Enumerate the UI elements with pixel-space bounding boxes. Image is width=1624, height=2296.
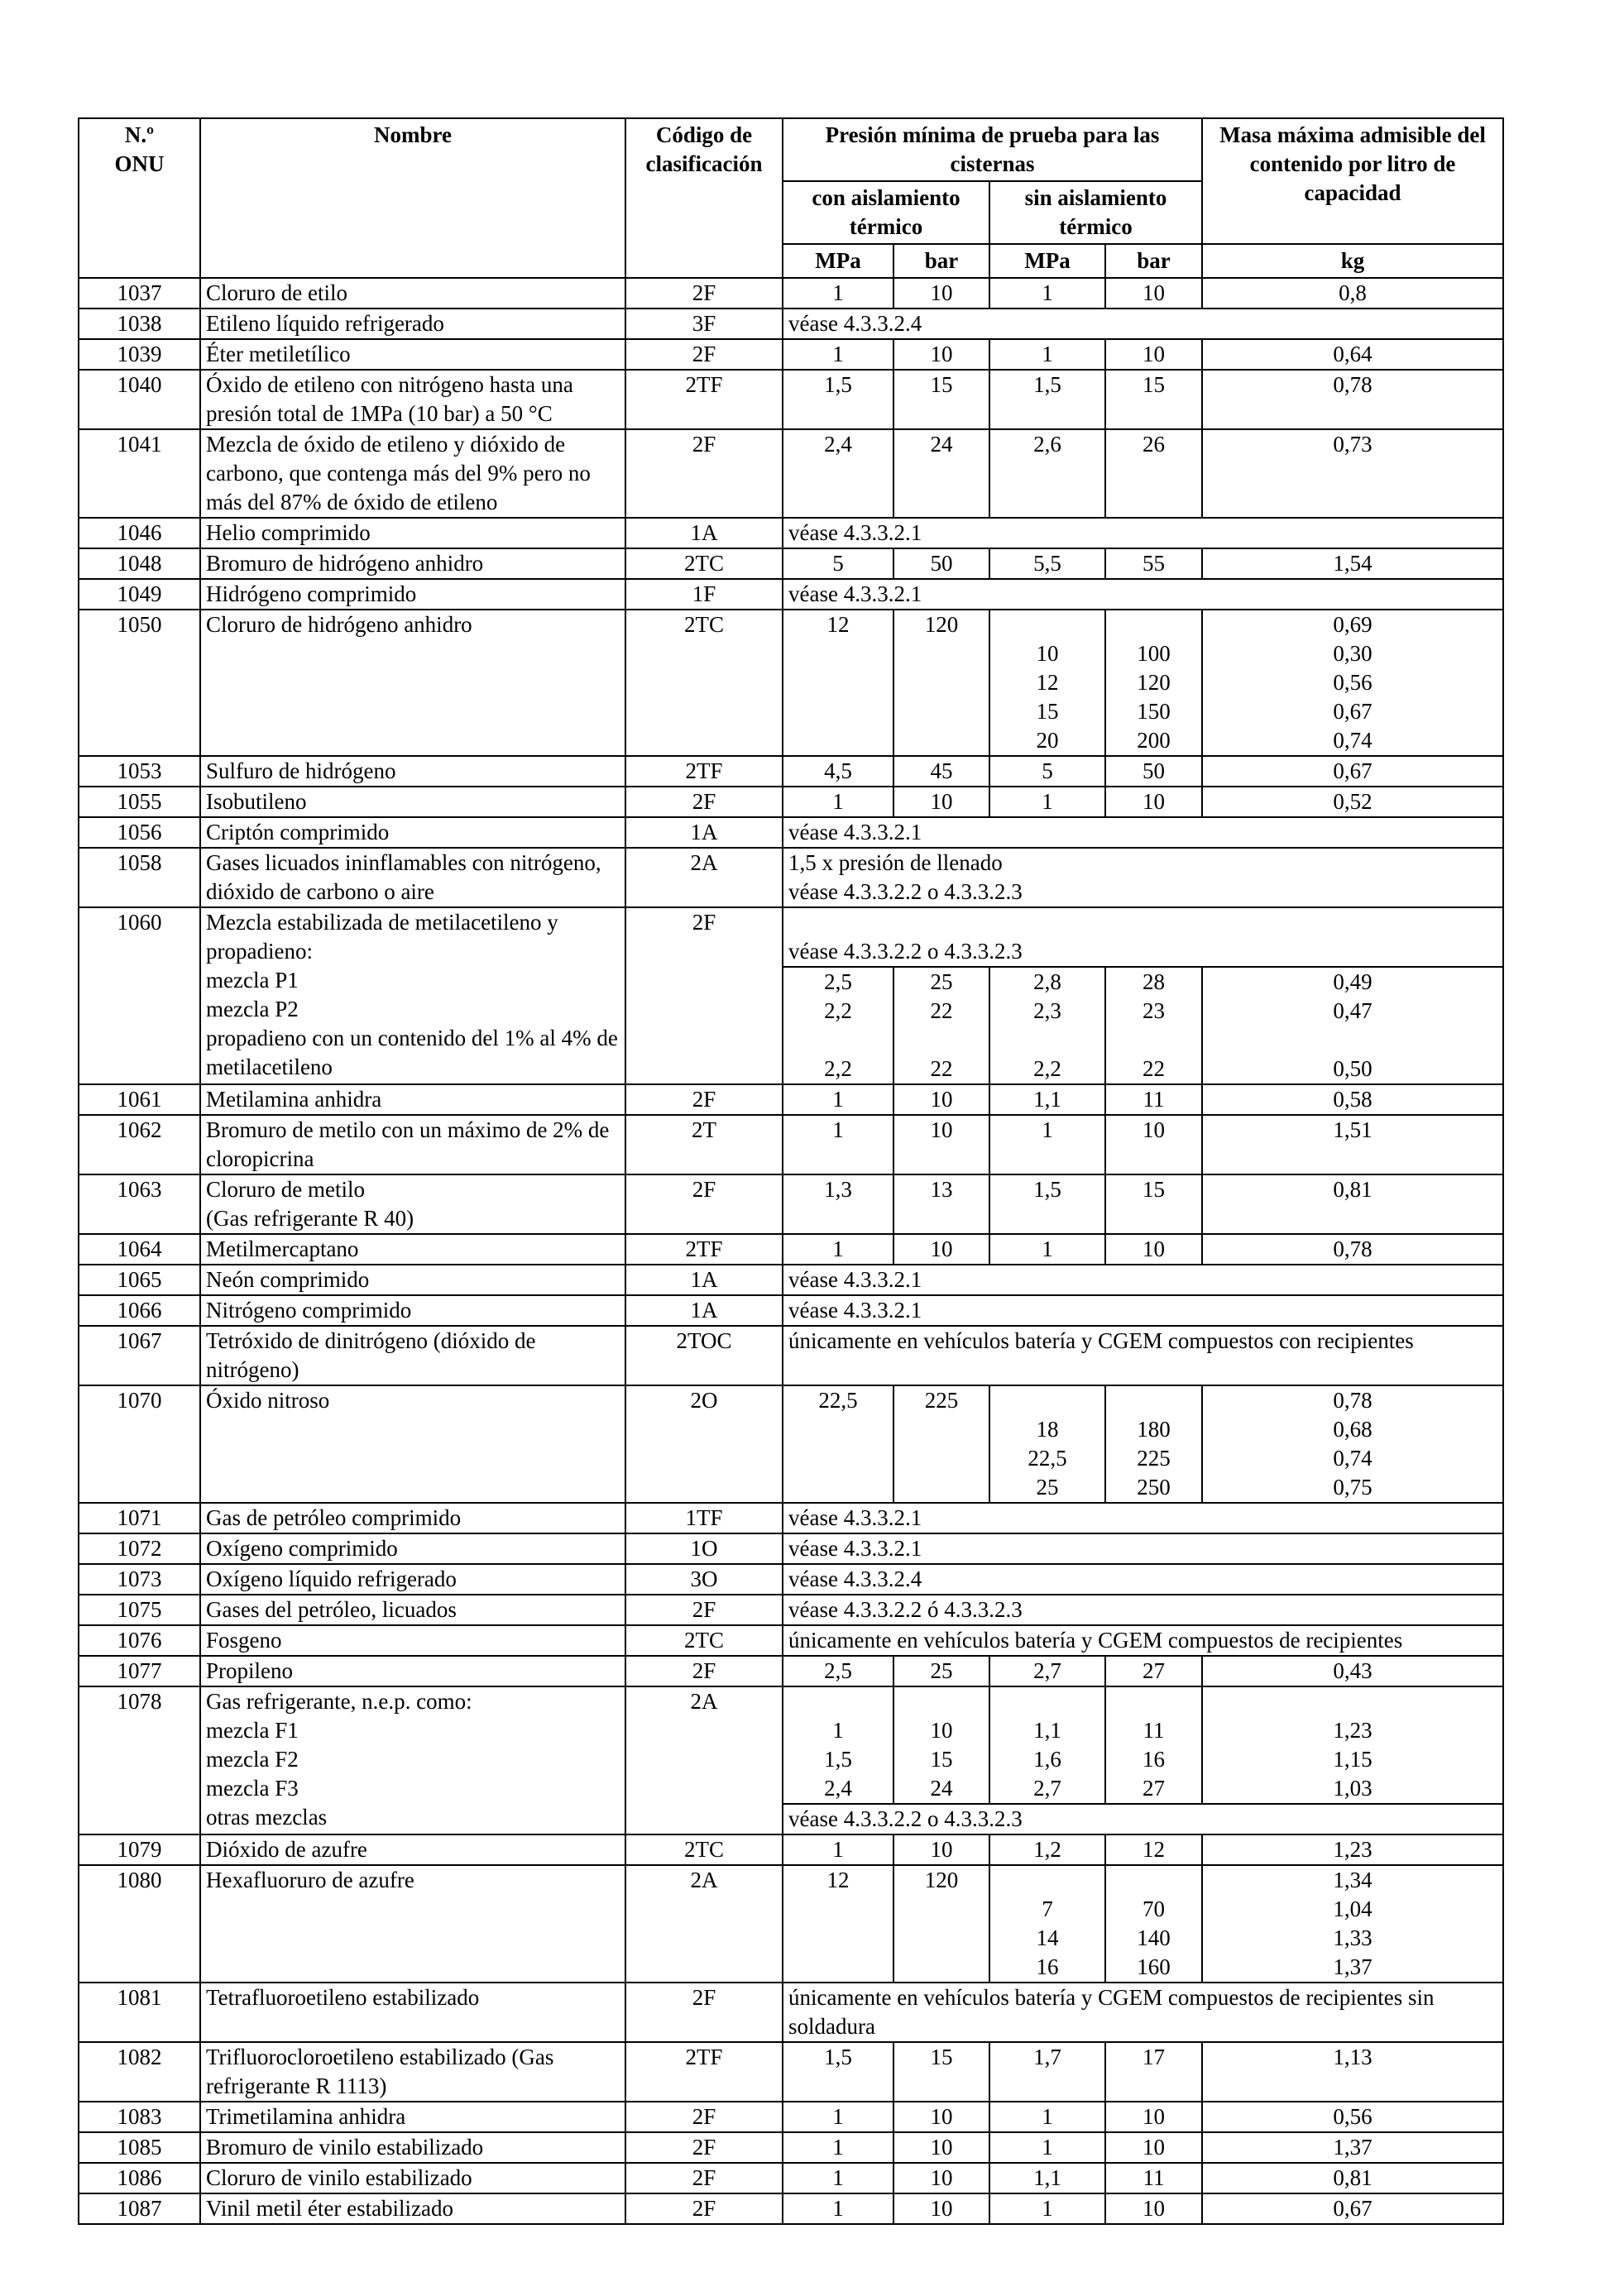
cell-sin-bar: 10: [1105, 2132, 1202, 2163]
cell-onu: 1078: [79, 1686, 200, 1834]
cell-con-mpa: 1: [783, 787, 893, 817]
cell-sin-mpa: 1: [989, 2132, 1105, 2163]
cell-con-mpa: 22,5: [783, 1385, 893, 1503]
table-row: [79, 1326, 1503, 1385]
cell-onu: 1048: [79, 548, 200, 579]
cell-con-mpa: 1,3: [783, 1174, 893, 1234]
cell-con-bar: 25: [893, 1656, 989, 1686]
cell-onu: 1083: [79, 2102, 200, 2132]
cell-span-note: véase 4.3.3.2.1: [783, 817, 1503, 848]
header-unit-bar-con: bar: [893, 244, 989, 278]
cell-kg: 0,56: [1202, 2102, 1503, 2132]
cell-onu: 1076: [79, 1625, 200, 1656]
cell-codigo: 2TC: [625, 548, 783, 579]
cell-kg: 0,49 0,47 0,50: [1202, 967, 1503, 1084]
table-row: [79, 278, 1503, 309]
cell-sin-bar: 100 120 150 200: [1105, 610, 1202, 756]
table-row: [79, 1385, 1503, 1503]
cell-con-bar: 10: [893, 1234, 989, 1265]
cell-nombre: Tetróxido de dinitrógeno (dióxido de nitrógeno): [200, 1326, 625, 1385]
table-row: [79, 756, 1503, 787]
cell-codigo: 1A: [625, 1265, 783, 1295]
cell-onu: 1061: [79, 1084, 200, 1115]
table-row: [79, 518, 1503, 548]
table-row: [79, 1174, 1503, 1234]
cell-span-note: véase 4.3.3.2.1: [783, 1265, 1503, 1295]
cell-con-mpa: 2,5: [783, 1656, 893, 1686]
cell-span-note: únicamente en vehículos batería y CGEM compuestos de recipientes sin soldadura: [783, 1983, 1503, 2042]
cell-sin-mpa: 1,1: [989, 2163, 1105, 2193]
cell-con-mpa: 1: [783, 2163, 893, 2193]
table-row: [79, 1295, 1503, 1326]
cell-nombre: Óxido de etileno con nitrógeno hasta una presión total de 1MPa (10 bar) a 50 °C: [200, 370, 625, 429]
cell-sin-mpa: 1,5: [989, 370, 1105, 429]
cell-sin-bar: 50: [1105, 756, 1202, 787]
cell-con-bar: 10: [893, 1084, 989, 1115]
cell-con-bar: 10: [893, 787, 989, 817]
cell-onu: 1085: [79, 2132, 200, 2163]
table-row: [79, 1503, 1503, 1533]
cell-codigo: 2A: [625, 848, 783, 907]
cell-kg: 0,81: [1202, 2163, 1503, 2193]
table-row: [79, 1234, 1503, 1265]
cell-con-bar: 10: [893, 2102, 989, 2132]
cell-sin-mpa: 1: [989, 2193, 1105, 2224]
cell-codigo: 2F: [625, 2163, 783, 2193]
cell-sin-bar: 180 225 250: [1105, 1385, 1202, 1503]
cell-codigo: 1A: [625, 518, 783, 548]
header-masa: Masa máxima admisible del contenido por litro de capacidad: [1202, 118, 1503, 244]
cell-con-bar: 120: [893, 1865, 989, 1983]
cell-codigo: 3F: [625, 309, 783, 339]
cell-codigo: 2TF: [625, 1234, 783, 1265]
cell-sin-bar: 10: [1105, 1234, 1202, 1265]
cell-nombre: Bromuro de hidrógeno anhidro: [200, 548, 625, 579]
cell-sin-bar: 10: [1105, 2102, 1202, 2132]
table-row: [79, 370, 1503, 429]
cell-con-bar: 50: [893, 548, 989, 579]
cell-kg: 0,78 0,68 0,74 0,75: [1202, 1385, 1503, 1503]
cell-sin-bar: 26: [1105, 429, 1202, 518]
table-row: [79, 1983, 1503, 2042]
cell-onu: 1075: [79, 1595, 200, 1625]
table-row: [79, 1686, 1503, 1804]
cell-nombre: Metilmercaptano: [200, 1234, 625, 1265]
cell-con-mpa: 5: [783, 548, 893, 579]
cell-codigo: 2F: [625, 339, 783, 370]
cell-sin-mpa: 1,1: [989, 1084, 1105, 1115]
header-con-aislamiento: con aislamiento térmico: [783, 181, 989, 244]
cell-kg: 0,67: [1202, 2193, 1503, 2224]
cell-onu: 1062: [79, 1115, 200, 1174]
cell-onu: 1071: [79, 1503, 200, 1533]
cell-con-mpa: 1 1,5 2,4: [783, 1686, 893, 1804]
cell-con-mpa: 1: [783, 339, 893, 370]
cell-con-bar: 10: [893, 1115, 989, 1174]
cell-codigo: 2T: [625, 1115, 783, 1174]
cell-sin-bar: 55: [1105, 548, 1202, 579]
cell-span-note: véase 4.3.3.2.1: [783, 579, 1503, 610]
cell-codigo: 1A: [625, 817, 783, 848]
cell-kg: 0,81: [1202, 1174, 1503, 1234]
cell-sin-mpa: 1: [989, 2102, 1105, 2132]
cell-onu: 1041: [79, 429, 200, 518]
cell-nombre: Metilamina anhidra: [200, 1084, 625, 1115]
cell-onu: 1056: [79, 817, 200, 848]
cell-kg: 0,43: [1202, 1656, 1503, 1686]
cell-con-mpa: 1,5: [783, 2042, 893, 2102]
cell-kg: 0,64: [1202, 339, 1503, 370]
table-row: [79, 907, 1503, 967]
cell-nombre: Hexafluoruro de azufre: [200, 1865, 625, 1983]
cell-span-note: únicamente en vehículos batería y CGEM compuestos con recipientes: [783, 1326, 1503, 1385]
cell-sin-mpa: 2,7: [989, 1656, 1105, 1686]
cell-codigo: 1TF: [625, 1503, 783, 1533]
cell-nombre: Nitrógeno comprimido: [200, 1295, 625, 1326]
cell-codigo: 1O: [625, 1533, 783, 1564]
cell-con-bar: 15: [893, 370, 989, 429]
cell-con-bar: 45: [893, 756, 989, 787]
table-row: [79, 1595, 1503, 1625]
cell-onu: 1067: [79, 1326, 200, 1385]
cell-onu: 1072: [79, 1533, 200, 1564]
cell-nombre: Trifluorocloroetileno estabilizado (Gas refrigerante R 1113): [200, 2042, 625, 2102]
cell-onu: 1063: [79, 1174, 200, 1234]
table-row: [79, 2163, 1503, 2193]
cell-con-bar: 15: [893, 2042, 989, 2102]
cell-codigo: 2F: [625, 2132, 783, 2163]
cell-onu: 1081: [79, 1983, 200, 2042]
cell-codigo: 2TC: [625, 610, 783, 756]
table-header: [79, 118, 1503, 278]
cell-kg: 0,78: [1202, 370, 1503, 429]
cell-onu: 1087: [79, 2193, 200, 2224]
cell-codigo: 2F: [625, 1174, 783, 1234]
cell-kg: 1,23: [1202, 1834, 1503, 1865]
cell-con-bar: 225: [893, 1385, 989, 1503]
cell-sin-mpa: 5,5: [989, 548, 1105, 579]
cell-nombre: Oxígeno comprimido: [200, 1533, 625, 1564]
table-row: [79, 1115, 1503, 1174]
cell-codigo: 2A: [625, 1865, 783, 1983]
gas-tank-table: [78, 117, 1504, 2225]
cell-nombre: Propileno: [200, 1656, 625, 1686]
table-row: [79, 848, 1503, 907]
cell-con-bar: 25 22 22: [893, 967, 989, 1084]
cell-kg: 0,8: [1202, 278, 1503, 309]
cell-nombre: Cloruro de etilo: [200, 278, 625, 309]
table-row: [79, 1084, 1503, 1115]
cell-codigo: 2F: [625, 1656, 783, 1686]
cell-span-note: véase 4.3.3.2.1: [783, 518, 1503, 548]
cell-span-note: véase 4.3.3.2.2 ó 4.3.3.2.3: [783, 1595, 1503, 1625]
cell-nombre: Helio comprimido: [200, 518, 625, 548]
cell-sin-bar: 10: [1105, 1115, 1202, 1174]
cell-nombre: Mezcla de óxido de etileno y dióxido de carbono, que contenga más del 9% pero no más del 87% de óxido de etileno: [200, 429, 625, 518]
cell-sin-mpa: 1: [989, 1234, 1105, 1265]
cell-codigo: 2TOC: [625, 1326, 783, 1385]
cell-sin-bar: 15: [1105, 370, 1202, 429]
cell-span-note: véase 4.3.3.2.4: [783, 309, 1503, 339]
cell-sin-bar: 17: [1105, 2042, 1202, 2102]
cell-sin-bar: 10: [1105, 2193, 1202, 2224]
cell-kg: 0,52: [1202, 787, 1503, 817]
cell-codigo: 2F: [625, 1983, 783, 2042]
cell-onu: 1080: [79, 1865, 200, 1983]
cell-codigo: 2F: [625, 429, 783, 518]
cell-nombre: Gases licuados ininflamables con nitrógeno, dióxido de carbono o aire: [200, 848, 625, 907]
cell-sin-mpa: 1,5: [989, 1174, 1105, 1234]
cell-con-bar: 10 15 24: [893, 1686, 989, 1804]
cell-sin-bar: 27: [1105, 1656, 1202, 1686]
header-unit-bar-sin: bar: [1105, 244, 1202, 278]
table-row: [79, 1564, 1503, 1595]
cell-span-note: véase 4.3.3.2.4: [783, 1564, 1503, 1595]
cell-nombre: Fosgeno: [200, 1625, 625, 1656]
cell-sin-mpa: 1,2: [989, 1834, 1105, 1865]
cell-nombre: Etileno líquido refrigerado: [200, 309, 625, 339]
cell-nombre: Criptón comprimido: [200, 817, 625, 848]
cell-sin-mpa: 5: [989, 756, 1105, 787]
cell-onu: 1079: [79, 1834, 200, 1865]
cell-codigo: 2F: [625, 907, 783, 1084]
table-row: [79, 817, 1503, 848]
cell-sin-bar: 10: [1105, 787, 1202, 817]
cell-onu: 1053: [79, 756, 200, 787]
cell-span-note: véase 4.3.3.2.1: [783, 1503, 1503, 1533]
cell-nombre: Trimetilamina anhidra: [200, 2102, 625, 2132]
table-row: [79, 1656, 1503, 1686]
cell-con-bar: 10: [893, 2193, 989, 2224]
cell-nombre: Sulfuro de hidrógeno: [200, 756, 625, 787]
cell-onu: 1046: [79, 518, 200, 548]
header-presion: Presión mínima de prueba para las cisternas: [783, 118, 1202, 181]
cell-onu: 1077: [79, 1656, 200, 1686]
cell-onu: 1060: [79, 907, 200, 1084]
cell-codigo: 2TF: [625, 370, 783, 429]
cell-con-mpa: 1: [783, 1115, 893, 1174]
table-row: [79, 2193, 1503, 2224]
cell-con-mpa: 1: [783, 1084, 893, 1115]
cell-sin-mpa: 1,1 1,6 2,7: [989, 1686, 1105, 1804]
cell-con-bar: 24: [893, 429, 989, 518]
header-unit-mpa-con: MPa: [783, 244, 893, 278]
cell-nombre: Cloruro de metilo (Gas refrigerante R 40): [200, 1174, 625, 1234]
header-onu: N.º ONU: [79, 118, 200, 278]
table-row: [79, 1265, 1503, 1295]
cell-kg: 0,67: [1202, 756, 1503, 787]
cell-sin-mpa: 1,7: [989, 2042, 1105, 2102]
table-body: [79, 278, 1503, 2224]
cell-codigo: 2TC: [625, 1834, 783, 1865]
cell-con-mpa: 1: [783, 2132, 893, 2163]
cell-sin-bar: 28 23 22: [1105, 967, 1202, 1084]
cell-sin-bar: 10: [1105, 278, 1202, 309]
cell-con-mpa: 1: [783, 1234, 893, 1265]
table-row: [79, 2132, 1503, 2163]
cell-sin-mpa: 7 14 16: [989, 1865, 1105, 1983]
cell-con-bar: 10: [893, 2132, 989, 2163]
cell-sin-bar: 15: [1105, 1174, 1202, 1234]
cell-span-note: véase 4.3.3.2.1: [783, 1295, 1503, 1326]
cell-con-bar: 10: [893, 1834, 989, 1865]
cell-onu: 1065: [79, 1265, 200, 1295]
cell-sin-mpa: 2,8 2,3 2,2: [989, 967, 1105, 1084]
cell-span-note: véase 4.3.3.2.2 o 4.3.3.2.3: [783, 907, 1503, 967]
cell-codigo: 2O: [625, 1385, 783, 1503]
cell-onu: 1055: [79, 787, 200, 817]
cell-span-note: véase 4.3.3.2.2 o 4.3.3.2.3: [783, 1804, 1503, 1834]
cell-kg: 1,13: [1202, 2042, 1503, 2102]
header-unit-kg: kg: [1202, 244, 1503, 278]
table-row: [79, 1865, 1503, 1983]
table-row: [79, 339, 1503, 370]
cell-kg: 0,73: [1202, 429, 1503, 518]
header-sin-aislamiento: sin aislamiento térmico: [989, 181, 1202, 244]
table-row: [79, 2042, 1503, 2102]
cell-span-note: 1,5 x presión de llenado véase 4.3.3.2.2 o 4.3.3.2.3: [783, 848, 1503, 907]
cell-span-note: véase 4.3.3.2.1: [783, 1533, 1503, 1564]
cell-sin-bar: 70 140 160: [1105, 1865, 1202, 1983]
cell-onu: 1037: [79, 278, 200, 309]
cell-kg: 0,69 0,30 0,56 0,67 0,74: [1202, 610, 1503, 756]
cell-nombre: Cloruro de hidrógeno anhidro: [200, 610, 625, 756]
cell-codigo: 2F: [625, 278, 783, 309]
table-row: [79, 429, 1503, 518]
cell-sin-bar: 11: [1105, 1084, 1202, 1115]
cell-onu: 1066: [79, 1295, 200, 1326]
cell-con-bar: 10: [893, 278, 989, 309]
cell-nombre: Dióxido de azufre: [200, 1834, 625, 1865]
cell-codigo: 1F: [625, 579, 783, 610]
cell-sin-mpa: 1: [989, 278, 1105, 309]
cell-codigo: 2F: [625, 2193, 783, 2224]
cell-sin-mpa: 1: [989, 787, 1105, 817]
cell-codigo: 1A: [625, 1295, 783, 1326]
cell-nombre: Mezcla estabilizada de metilacetileno y propadieno: mezcla P1 mezcla P2 propadieno con un contenido del 1% al 4% de metilacetileno: [200, 907, 625, 1084]
cell-con-mpa: 1: [783, 278, 893, 309]
table-row: [79, 1625, 1503, 1656]
cell-onu: 1058: [79, 848, 200, 907]
cell-nombre: Gas refrigerante, n.e.p. como: mezcla F1 mezcla F2 mezcla F3 otras mezclas: [200, 1686, 625, 1834]
cell-con-bar: 10: [893, 2163, 989, 2193]
table-row: [79, 787, 1503, 817]
cell-sin-mpa: 2,6: [989, 429, 1105, 518]
cell-onu: 1073: [79, 1564, 200, 1595]
cell-kg: 0,78: [1202, 1234, 1503, 1265]
cell-con-bar: 120: [893, 610, 989, 756]
cell-con-mpa: 12: [783, 1865, 893, 1983]
cell-codigo: 2F: [625, 787, 783, 817]
cell-sin-bar: 11 16 27: [1105, 1686, 1202, 1804]
cell-onu: 1064: [79, 1234, 200, 1265]
table-row: [79, 579, 1503, 610]
header-codigo: Código de clasificación: [625, 118, 783, 278]
cell-codigo: 2TC: [625, 1625, 783, 1656]
cell-nombre: Bromuro de metilo con un máximo de 2% de cloropicrina: [200, 1115, 625, 1174]
cell-span-note: únicamente en vehículos batería y CGEM compuestos de recipientes: [783, 1625, 1503, 1656]
cell-nombre: Isobutileno: [200, 787, 625, 817]
cell-kg: 1,37: [1202, 2132, 1503, 2163]
cell-con-bar: 10: [893, 339, 989, 370]
cell-nombre: Tetrafluoroetileno estabilizado: [200, 1983, 625, 2042]
cell-onu: 1050: [79, 610, 200, 756]
table-row: [79, 1533, 1503, 1564]
cell-con-mpa: 1: [783, 2102, 893, 2132]
cell-onu: 1049: [79, 579, 200, 610]
cell-sin-mpa: 18 22,5 25: [989, 1385, 1105, 1503]
cell-codigo: 2F: [625, 2102, 783, 2132]
cell-con-mpa: 1,5: [783, 370, 893, 429]
cell-kg: 1,51: [1202, 1115, 1503, 1174]
cell-onu: 1038: [79, 309, 200, 339]
cell-codigo: 2A: [625, 1686, 783, 1834]
cell-kg: 1,23 1,15 1,03: [1202, 1686, 1503, 1804]
cell-nombre: Neón comprimido: [200, 1265, 625, 1295]
cell-nombre: Oxígeno líquido refrigerado: [200, 1564, 625, 1595]
cell-con-mpa: 1: [783, 1834, 893, 1865]
table-row: [79, 548, 1503, 579]
cell-codigo: 2F: [625, 1595, 783, 1625]
cell-nombre: Éter metiletílico: [200, 339, 625, 370]
cell-nombre: Vinil metil éter estabilizado: [200, 2193, 625, 2224]
header-nombre: Nombre: [200, 118, 625, 278]
cell-sin-bar: 11: [1105, 2163, 1202, 2193]
cell-onu: 1070: [79, 1385, 200, 1503]
cell-con-mpa: 12: [783, 610, 893, 756]
table-row: [79, 610, 1503, 756]
cell-con-mpa: 2,5 2,2 2,2: [783, 967, 893, 1084]
cell-onu: 1040: [79, 370, 200, 429]
header-unit-mpa-sin: MPa: [989, 244, 1105, 278]
cell-con-bar: 13: [893, 1174, 989, 1234]
cell-codigo: 2TF: [625, 756, 783, 787]
cell-kg: 1,34 1,04 1,33 1,37: [1202, 1865, 1503, 1983]
cell-codigo: 3O: [625, 1564, 783, 1595]
table-row: [79, 2102, 1503, 2132]
cell-nombre: Cloruro de vinilo estabilizado: [200, 2163, 625, 2193]
cell-codigo: 2TF: [625, 2042, 783, 2102]
cell-onu: 1086: [79, 2163, 200, 2193]
cell-sin-mpa: 1: [989, 1115, 1105, 1174]
cell-nombre: Bromuro de vinilo estabilizado: [200, 2132, 625, 2163]
cell-sin-mpa: 10 12 15 20: [989, 610, 1105, 756]
cell-onu: 1039: [79, 339, 200, 370]
cell-sin-bar: 10: [1105, 339, 1202, 370]
cell-con-mpa: 4,5: [783, 756, 893, 787]
cell-con-mpa: 2,4: [783, 429, 893, 518]
cell-nombre: Óxido nitroso: [200, 1385, 625, 1503]
table-row: [79, 309, 1503, 339]
cell-kg: 1,54: [1202, 548, 1503, 579]
cell-nombre: Gases del petróleo, licuados: [200, 1595, 625, 1625]
cell-nombre: Hidrógeno comprimido: [200, 579, 625, 610]
table-row: [79, 1834, 1503, 1865]
cell-onu: 1082: [79, 2042, 200, 2102]
cell-con-mpa: 1: [783, 2193, 893, 2224]
cell-nombre: Gas de petróleo comprimido: [200, 1503, 625, 1533]
cell-sin-bar: 12: [1105, 1834, 1202, 1865]
cell-kg: 0,58: [1202, 1084, 1503, 1115]
cell-sin-mpa: 1: [989, 339, 1105, 370]
cell-codigo: 2F: [625, 1084, 783, 1115]
